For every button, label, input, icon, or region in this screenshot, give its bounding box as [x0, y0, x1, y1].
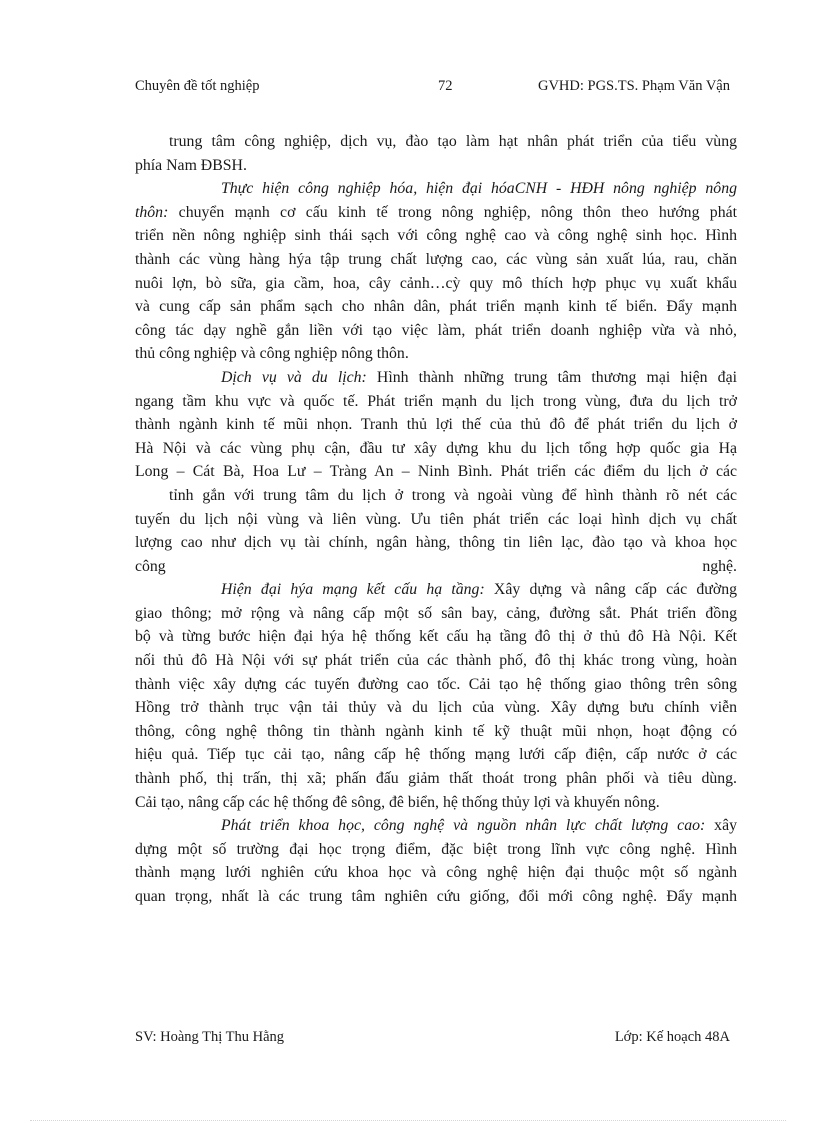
text-line: nối thủ đô Hà Nội với sự phát triển của các thành phố, đô thị khác trong vùng, hoàn	[135, 652, 737, 670]
section-heading: Thực hiện công nghiệp hóa, hiện đại hóaCNH - HĐH nông nghiệp nông	[221, 180, 737, 198]
text-line: Cải tạo, nâng cấp các hệ thống đê sông, đê biển, hệ thống thủy lợi và khuyến nông.	[135, 793, 660, 811]
text-line: thôn: chuyển mạnh cơ cấu kinh tế trong nông nghiệp, nông thôn theo hướng phát	[135, 203, 737, 221]
text-line: triển nền nông nghiệp sinh thái sạch với công nghệ cao và công nghệ sinh học. Hình	[135, 227, 737, 245]
text-line: công tác dạy nghề gắn liền với tạo việc làm, phát triển doanh nghiệp vừa và nhỏ,	[135, 321, 737, 339]
text-line: thủ công nghiệp và công nghiệp nông thôn.	[135, 345, 409, 363]
text-line: nuôi lợn, bò sữa, gia cầm, hoa, cây cảnh…cỳ quy mô thích hợp phục vụ xuất khẩu	[135, 274, 737, 292]
page-header	[135, 78, 730, 96]
text-line: ngang tầm khu vực và quốc tế. Phát triển mạnh du lịch trong vùng, đưa du lịch trở	[135, 392, 737, 410]
text-line: thành phố, thị trấn, thị xã; phấn đấu giảm thất thoát trong phân phối và tiêu dùng.	[135, 770, 737, 788]
section-heading: Dịch vụ và du lịch:	[221, 368, 367, 386]
text-line: Long – Cát Bà, Hoa Lư – Tràng An – Ninh Bình. Phát triển các điểm du lịch ở các	[135, 463, 737, 481]
text-line: tuyến du lịch nội vùng và liên vùng. Ưu tiên phát triển các loại hình dịch vụ chất	[135, 510, 737, 528]
section-heading: Phát triển khoa học, công nghệ và nguồn nhân lực chất lượng cao:	[221, 817, 706, 835]
text-line: trung tâm công nghiệp, dịch vụ, đào tạo làm hạt nhân phát triển của tiểu vùng	[169, 133, 737, 150]
section-heading: Hiện đại hýa mạng kết cấu hạ tầng:	[221, 581, 485, 599]
text-line: quan trọng, nhất là các trung tâm nghiên cứu giống, đổi mới công nghệ. Đẩy mạnh	[135, 888, 737, 905]
text-line: phía Nam ĐBSH.	[135, 156, 247, 174]
text-line: thành các vùng hàng hýa tập trung chất lượng cao, các vùng sản xuất lúa, rau, chăn	[135, 250, 737, 268]
section-heading-line: Hiện đại hýa mạng kết cấu hạ tầng: Xây dựng và nâng cấp các đường	[221, 581, 737, 599]
document-body	[135, 130, 737, 909]
page-footer	[135, 1029, 730, 1047]
header-document-title: Chuyên đề tốt nghiệp	[135, 78, 260, 94]
header-supervisor: GVHD: PGS.TS. Phạm Văn Vận	[537, 78, 730, 94]
text-line: lượng cao như dịch vụ tài chính, ngân hàng, thông tin liên lạc, đào tạo và khoa học	[135, 534, 737, 552]
text-line: dựng một số trường đại học trọng điểm, đặc biệt trong lĩnh vực công nghệ. Hình	[135, 840, 737, 858]
text-line: và cung cấp sản phẩm sạch cho nhân dân, phát triển mạnh kinh tế biển. Đẩy mạnh	[135, 298, 737, 316]
text-line: Hồng trở thành trục vận tải thủy và du lịch của vùng. Xây dựng bưu chính viễn	[135, 699, 737, 717]
page-bottom-divider	[30, 1120, 786, 1121]
text-line: hiệu quả. Tiếp tục cải tạo, nâng cấp hệ thống mạng lưới cấp điện, cấp nước ở các	[135, 746, 737, 764]
text-line: tỉnh gắn với trung tâm du lịch ở trong và ngoài vùng để hình thành rõ nét các	[169, 486, 737, 504]
text-line: thành việc xây dựng các tuyến đường cao tốc. Cải tạo hệ thống giao thông trên sông	[135, 675, 737, 693]
text-line: Hà Nội và các vùng phụ cận, đầu tư xây dựng khu du lịch tổng hợp quốc gia Hạ	[135, 439, 737, 457]
text-line: bộ và từng bước hiện đại hýa hệ thống kết cấu hạ tầng đô thị ở thủ đô Hà Nội. Kết	[135, 628, 737, 646]
footer-class-name: Lớp: Kế hoạch 48A	[614, 1029, 730, 1045]
section-heading-line: Dịch vụ và du lịch: Hình thành những trung tâm thương mại hiện đại	[221, 368, 737, 386]
text-line: thành mạng lưới nghiên cứu khoa học và công nghệ hiện đại thuộc một số ngành	[135, 864, 737, 882]
text-line: giao thông; mở rộng và nâng cấp một số sân bay, cảng, đường sắt. Phát triển đồng	[135, 604, 737, 622]
section-heading-line: Phát triển khoa học, công nghệ và nguồn nhân lực chất lượng cao: xây	[221, 817, 737, 835]
header-page-number: 72	[438, 78, 453, 94]
text-line: thành ngành kinh tế mũi nhọn. Tranh thủ lợi thế của thủ đô để phát triển du lịch ở	[135, 416, 737, 434]
text-line: thông, công nghệ thông tin thành ngành kinh tế kỹ thuật mũi nhọn, hoạt động có	[135, 722, 737, 740]
text-line: công nghệ.	[135, 557, 737, 575]
footer-student-name: SV: Hoàng Thị Thu Hằng	[135, 1029, 285, 1045]
section-heading-line	[135, 177, 737, 201]
